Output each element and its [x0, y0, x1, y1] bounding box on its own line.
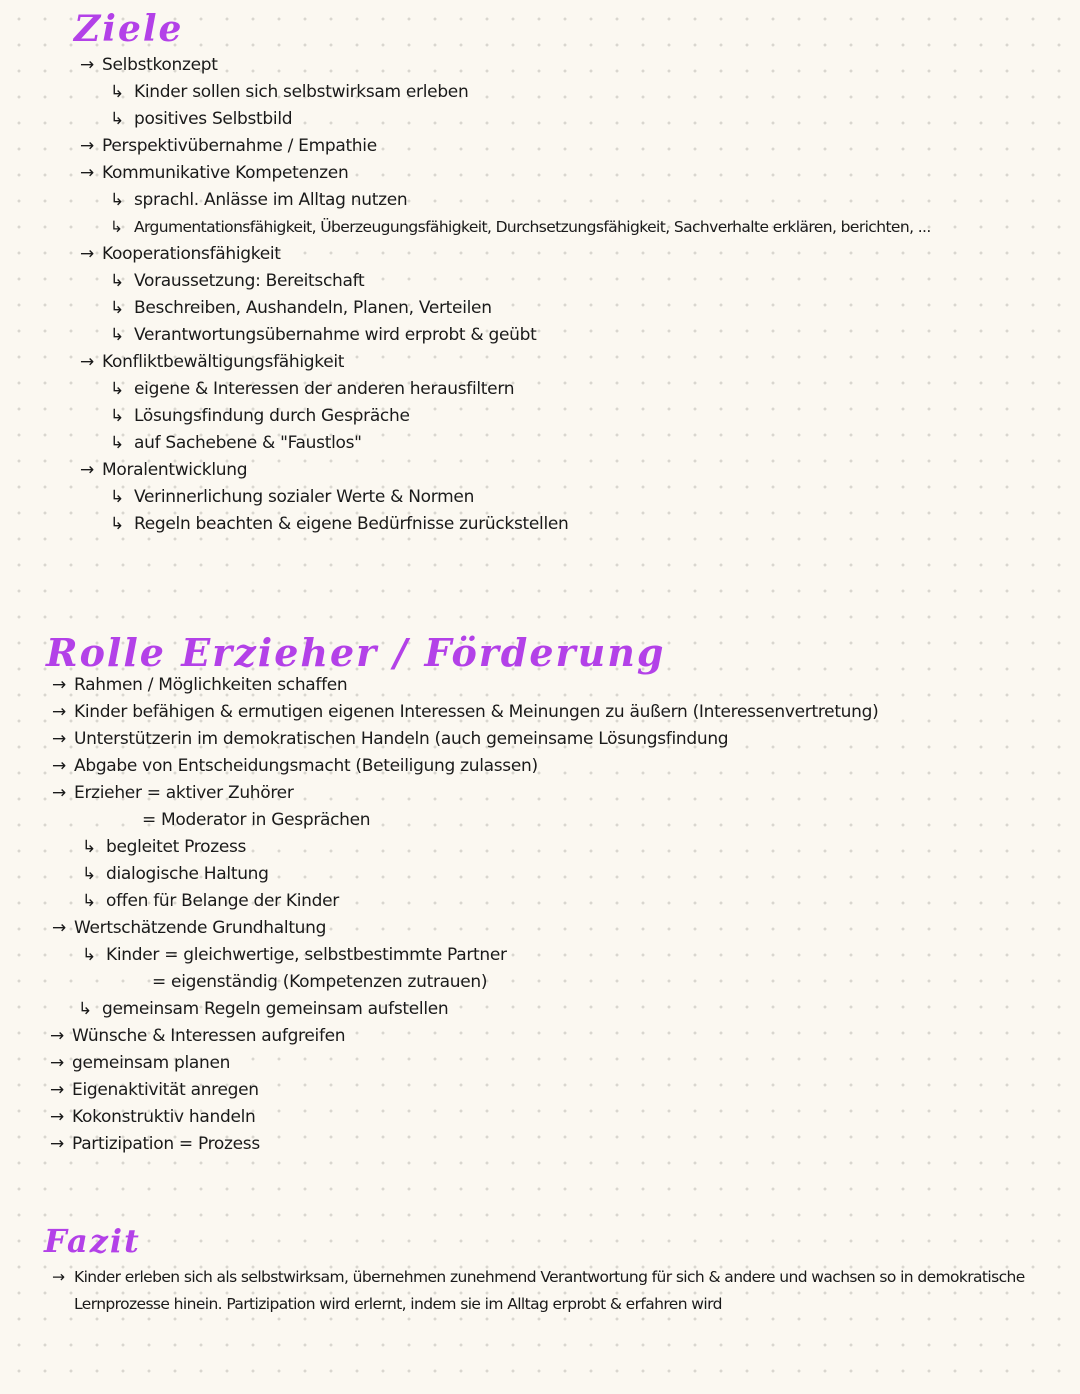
arrow-right-icon: →	[52, 702, 66, 722]
note-text: Selbstkonzept	[102, 55, 218, 75]
arrow-right-icon: →	[80, 136, 94, 156]
note-text: = eigenständig (Kompetenzen zutrauen)	[152, 972, 488, 992]
heading-fazit: Fazit	[44, 1222, 141, 1260]
note-text: Partizipation = Prozess	[72, 1134, 260, 1154]
arrow-right-icon: →	[52, 756, 66, 776]
note-line	[110, 376, 514, 403]
return-arrow-icon: ↳	[110, 325, 124, 345]
arrow-right-icon: →	[50, 1080, 64, 1100]
note-line	[82, 888, 339, 915]
note-line	[110, 403, 410, 430]
note-text: Erzieher = aktiver Zuhörer	[74, 783, 294, 803]
note-text: auf Sachebene & "Faustlos"	[134, 433, 362, 453]
return-arrow-icon: ↳	[110, 433, 124, 453]
note-text: Lernprozesse hinein. Partizipation wird erlernt, indem sie im Alltag erprobt & erfahren wird	[74, 1295, 722, 1313]
note-text: begleitet Prozess	[106, 837, 247, 857]
note-text: Konfliktbewältigungsfähigkeit	[102, 352, 345, 372]
heading-rolle-erzieher: Rolle Erzieher / Förderung	[46, 630, 666, 675]
arrow-right-icon: →	[50, 1026, 64, 1046]
note-line	[82, 942, 507, 969]
note-text: sprachl. Anlässe im Alltag nutzen	[134, 190, 408, 210]
return-arrow-icon: ↳	[110, 406, 124, 426]
note-line	[52, 672, 347, 699]
return-arrow-icon: ↳	[110, 271, 124, 291]
note-text: Beschreiben, Aushandeln, Planen, Verteilen	[134, 298, 492, 318]
arrow-right-icon: →	[80, 352, 94, 372]
return-arrow-icon: ↳	[110, 379, 124, 399]
note-text: gemeinsam Regeln gemeinsam aufstellen	[102, 999, 449, 1019]
note-line	[74, 1291, 722, 1318]
return-arrow-icon: ↳	[78, 999, 92, 1019]
note-text: Abgabe von Entscheidungsmacht (Beteiligung zulassen)	[74, 756, 538, 776]
note-line	[52, 780, 294, 807]
note-text: Kommunikative Kompetenzen	[102, 163, 349, 183]
note-text: positives Selbstbild	[134, 109, 293, 129]
arrow-right-icon: →	[52, 1268, 65, 1286]
note-line	[110, 106, 292, 133]
note-line	[80, 241, 281, 268]
return-arrow-icon: ↳	[110, 514, 124, 534]
note-line	[110, 214, 931, 241]
arrow-right-icon: →	[52, 783, 66, 803]
note-line	[80, 349, 344, 376]
note-line	[110, 511, 569, 538]
note-line	[80, 133, 377, 160]
note-text: Eigenaktivität anregen	[72, 1080, 259, 1100]
note-line	[52, 1264, 1025, 1291]
arrow-right-icon: →	[80, 163, 94, 183]
note-text: Kinder sollen sich selbstwirksam erleben	[134, 82, 469, 102]
note-line	[52, 726, 728, 753]
note-text: Verinnerlichung sozialer Werte & Normen	[134, 487, 475, 507]
arrow-right-icon: →	[80, 244, 94, 264]
note-text: Verantwortungsübernahme wird erprobt & geübt	[134, 325, 537, 345]
note-line	[110, 484, 474, 511]
note-text: = Moderator in Gesprächen	[142, 810, 371, 830]
arrow-right-icon: →	[52, 729, 66, 749]
note-line	[110, 79, 468, 106]
return-arrow-icon: ↳	[82, 945, 96, 965]
note-text: Moralentwicklung	[102, 460, 248, 480]
arrow-right-icon: →	[50, 1134, 64, 1154]
note-line	[82, 861, 269, 888]
note-text: dialogische Haltung	[106, 864, 269, 884]
return-arrow-icon: ↳	[110, 487, 124, 507]
note-line	[110, 322, 536, 349]
return-arrow-icon: ↳	[82, 837, 96, 857]
arrow-right-icon: →	[52, 918, 66, 938]
heading-ziele: Ziele	[74, 8, 184, 50]
arrow-right-icon: →	[80, 460, 94, 480]
note-line	[142, 807, 370, 834]
note-text: Wertschätzende Grundhaltung	[74, 918, 327, 938]
return-arrow-icon: ↳	[82, 891, 96, 911]
note-text: offen für Belange der Kinder	[106, 891, 339, 911]
note-line	[52, 699, 878, 726]
note-line	[82, 834, 246, 861]
note-text: Rahmen / Möglichkeiten schaffen	[74, 675, 348, 695]
note-line	[110, 295, 492, 322]
note-text: Voraussetzung: Bereitschaft	[134, 271, 365, 291]
note-line	[50, 1023, 345, 1050]
arrow-right-icon: →	[52, 675, 66, 695]
note-text: Kinder befähigen & ermutigen eigenen Interessen & Meinungen zu äußern (Interessenvertretung)	[74, 702, 879, 722]
note-line	[52, 915, 326, 942]
note-text: eigene & Interessen der anderen herausfiltern	[134, 379, 515, 399]
note-text: Wünsche & Interessen aufgreifen	[72, 1026, 346, 1046]
note-text: Kooperationsfähigkeit	[102, 244, 281, 264]
arrow-right-icon: →	[50, 1107, 64, 1127]
return-arrow-icon: ↳	[110, 190, 124, 210]
return-arrow-icon: ↳	[82, 864, 96, 884]
note-line	[80, 457, 247, 484]
note-line	[80, 160, 348, 187]
note-text: Kinder erleben sich als selbstwirksam, übernehmen zunehmend Verantwortung für sich & andere und wachsen so in demokratische	[74, 1268, 1025, 1286]
note-text: Kinder = gleichwertige, selbstbestimmte Partner	[106, 945, 507, 965]
return-arrow-icon: ↳	[110, 82, 124, 102]
note-line	[52, 753, 538, 780]
return-arrow-icon: ↳	[110, 109, 124, 129]
note-line	[110, 430, 362, 457]
note-text: Perspektivübernahme / Empathie	[102, 136, 377, 156]
note-line	[50, 1104, 256, 1131]
return-arrow-icon: ↳	[110, 298, 124, 318]
note-line	[50, 1131, 260, 1158]
note-text: Kokonstruktiv handeln	[72, 1107, 256, 1127]
note-line	[50, 1077, 259, 1104]
note-line	[152, 969, 487, 996]
note-text: Unterstützerin im demokratischen Handeln (auch gemeinsame Lösungsfindung	[74, 729, 729, 749]
arrow-right-icon: →	[50, 1053, 64, 1073]
note-text: Regeln beachten & eigene Bedürfnisse zurückstellen	[134, 514, 569, 534]
note-line	[78, 996, 448, 1023]
arrow-right-icon: →	[80, 55, 94, 75]
note-line	[110, 268, 364, 295]
note-text: Lösungsfindung durch Gespräche	[134, 406, 410, 426]
return-arrow-icon: ↳	[110, 218, 123, 236]
note-line	[110, 187, 407, 214]
note-line	[50, 1050, 230, 1077]
note-text: Argumentationsfähigkeit, Überzeugungsfähigkeit, Durchsetzungsfähigkeit, Sachverhalte erklären, berichten, ...	[134, 218, 931, 236]
note-line	[80, 52, 218, 79]
note-text: gemeinsam planen	[72, 1053, 231, 1073]
